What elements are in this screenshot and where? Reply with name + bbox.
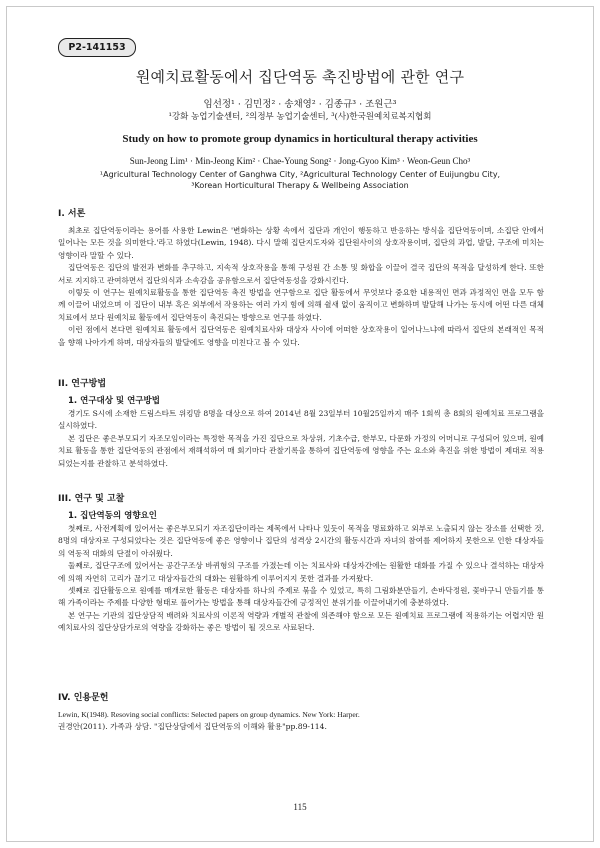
paragraph: 이렇듯 이 연구는 원예치료활동을 통한 집단역동 촉진 방법을 연구함으로 집단 활동에서 무엇보다 중요한 내용적인 면과 과정적인 면을 모두 함께 이끌어 내었으며 이 집단이 내부 혹은 외부에서 작용하는 여러 가지 힘에 의해 쉴새 없이 움직이고 변화하며 발달해 나가는 동시에 어떤 다른 대체 치료에서 보다 원예치료 활동에서 집단역동이 촉진되는 방향으로 연구를 하였다. [58, 288, 544, 322]
authors-korean: 임선정¹ · 김민정² · 송채영² · 김종규³ · 조원근³ [203, 99, 397, 110]
paragraph: 이런 점에서 본다면 원예치료 활동에서 집단역동은 원예치료사와 대상자 사이에 어떠한 상호작용이 일어나느냐에 따라서 집단의 본래적인 목적을 향해 나아가게 하며, 대상자들의 발달에도 영향을 미친다고 볼 수 있다. [58, 325, 544, 347]
title-english: Study on how to promote group dynamics in horticultural therapy activities [122, 133, 478, 145]
paragraph: 본 연구는 기관의 집단상담적 배려와 치료사의 이론적 역량과 개별적 관찰에 의존해야 함으로 모든 원예치료 프로그램에 적용하기는 어렵지만 원예치료사의 집단상담가로의 역량을 강화하는 좋은 방법이 될 것으로 사료된다. [58, 610, 544, 633]
reference-item: Lewin, K(1948). Resoving social conflicts: Selected papers on group dynamics. New York: Harper. [58, 710, 360, 719]
page-number: 115 [293, 802, 307, 812]
affiliations-english-line2: ³Korean Horticultural Therapy & Wellbeing Association [191, 181, 409, 190]
authors-english: Sun-Jeong Lim¹ · Min-Jeong Kim² · Chae-Young Song² · Jong-Gyoo Kim³ · Weon-Geun Cho³ [129, 156, 471, 166]
title-korean: 원예치료활동에서 집단역동 촉진방법에 관한 연구 [135, 68, 465, 86]
paragraph: 셋째로 집단활동으로 원예를 매개로한 활동은 대상자를 하나의 주제로 묶을 수 있었고, 특히 그림화분만들기, 손바닥정원, 꽃바구니 만들기를 통해 가족이라는 주제를 다양한 형태로 풀어가는 방법을 통해 대상자들간에 긍정적인 분위기를 이끌어내기에 충분하였다. [58, 586, 544, 608]
affiliations-english-line1: ¹Agricultural Technology Center of Ganghwa City, ²Agricultural Technology Center of Euijungbu City, [99, 170, 501, 179]
section-title: I. 서론 [58, 209, 86, 219]
section-introduction [58, 206, 544, 349]
paragraph: 첫째로, 사전계획에 있어서는 좋은부모되기 자조집단이라는 제목에서 나타나 있듯이 목적을 명료화하고 외부로 노출되지 않는 장소를 선택한 것, 8명의 대상자로 구성되었다는 것은 집단역동에 좋은 영향이나 집단의 성격상 2시간의 활동시간과 자녀의 참여를 제어하지 못한으로 인한 대상자들의 역동적 대화의 단절이 아쉬웠다. [58, 524, 544, 558]
section-references [58, 690, 544, 734]
paper-id-badge: P2-141153 [58, 38, 136, 57]
reference-item: 권경안(2011). 가족과 상담. "집단상담에서 집단역동의 이해와 활용"pp.89-114. [58, 722, 327, 732]
subsection-title: 1. 연구대상 및 연구방법 [68, 396, 160, 406]
section-title: III. 연구 및 고찰 [58, 494, 125, 504]
section-title: II. 연구방법 [58, 379, 107, 389]
section-results [58, 491, 544, 635]
paragraph: 경기도 S시에 소재한 드림스타트 위킹맘 8명을 대상으로 하여 2014년 8월 23일부터 10월25일까지 매주 1회씩 총 8회의 원예치료 프로그램을 실시하였다. [58, 409, 544, 431]
section-methods [58, 376, 544, 470]
paragraph: 둘째로, 집단구조에 있어서는 공간구조상 바퀴형의 구조를 가졌는데 이는 치료사와 대상자간에는 원활한 대화를 가질 수 있으나 결석하는 대상자에 의해 자연히 고리가 끊기고 대상자들간의 대화는 원활하게 이루어지지 못한 결과를 가져왔다. [58, 561, 544, 583]
subsection-title: 1. 집단역동의 영향요인 [68, 511, 157, 521]
paragraph: 본 집단은 좋은부모되기 자조모임이라는 특정한 목적을 가진 집단으로 차상위, 기초수급, 한부모, 다문화 가정의 어머니로 구성되어 있으며, 원예치료 활동을 통한 집단역동의 관점에서 재해석하여 매 회기마다 관찰기록을 통하여 집단역동에 영향을 주는 요소와 촉진을 위한 방법이 제대로 적용되었는지를 관찰하고 분석하였다. [58, 433, 544, 468]
paragraph: 집단역동은 집단의 발전과 변화를 추구하고, 지속적 상호작용을 통해 구성원 간 소통 및 화합을 이끌어 결국 집단의 목적을 달성하게 한다. 또한 서로 지지하고 관여하면서 집단의식과 소속감을 공유함으로서 집단역동성을 강화시킨다. [58, 263, 544, 285]
affiliations-korean: ¹강화 농업기술센터, ²의정부 농업기술센터, ³(사)한국원예치료복지협회 [168, 112, 432, 122]
section-title: IV. 인용문헌 [58, 693, 109, 703]
paragraph: 최초로 집단역동이라는 용어를 사용한 Lewin은 '변화하는 상황 속에서 집단과 개인이 행동하고 반응하는 방식을 집단역동이며, 소집단 안에서 일어나는 모든 것을 의미한다.'라고 하였다(Lewin, 1948). 다시 말해 집단지도자와 집단원사이의 상호작용이며, 집단의 과업, 발달, 구조에 미치는 영향이라 말할 수 있다. [58, 226, 544, 260]
